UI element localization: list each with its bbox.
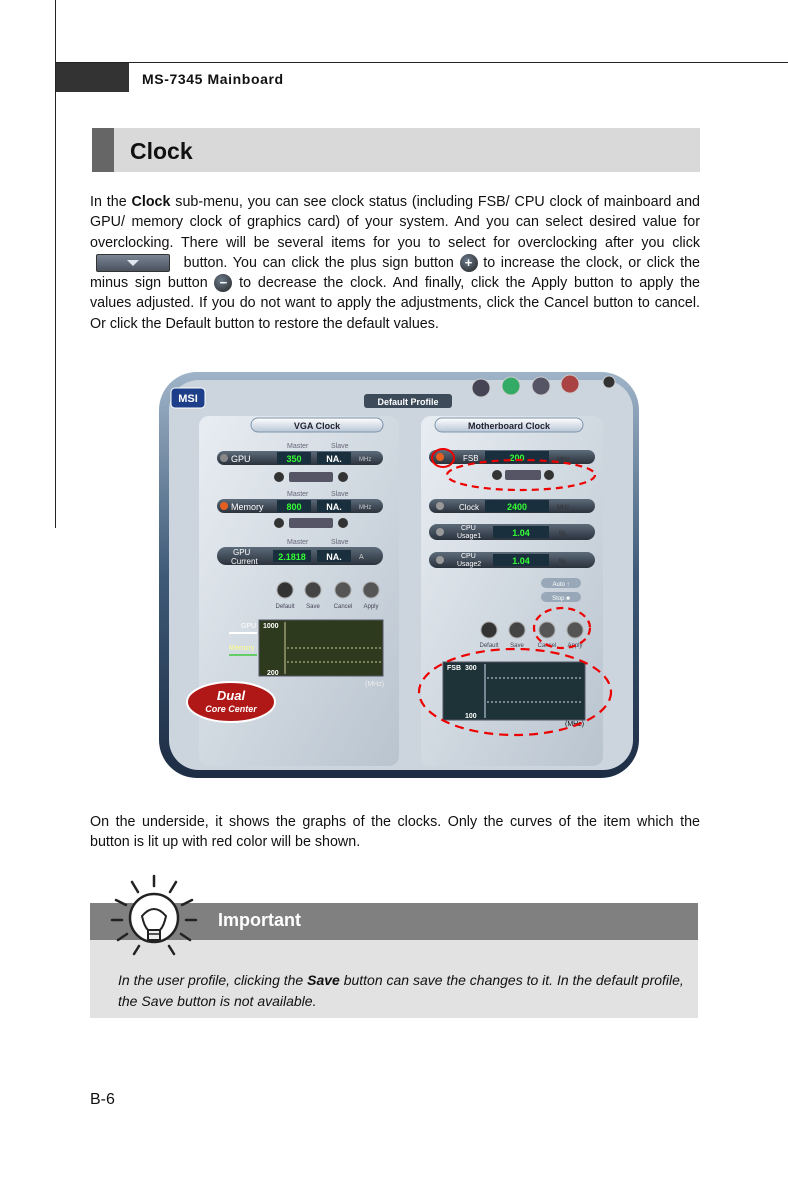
brand-dual: Dual — [216, 688, 246, 703]
lightbulb-icon — [108, 872, 200, 964]
usage2-label-2: Usage2 — [457, 561, 482, 568]
current-slave-value: NA. — [326, 552, 342, 562]
important-title: Important — [218, 910, 301, 930]
globe-icon — [502, 377, 520, 395]
current-label-2: Current — [231, 557, 258, 566]
vga-graph-unit: (MHz) — [365, 681, 385, 688]
current-label-1: GPU — [233, 548, 251, 557]
memory-slave-value: NA. — [326, 502, 342, 512]
graph-paragraph: On the underside, it shows the graphs of the clocks. Only the curves of the item which the button is lit up with red color will be shown. — [90, 814, 700, 851]
mb-default-icon — [481, 622, 497, 638]
fsb-label: FSB — [463, 454, 479, 463]
plus-icon: + — [460, 254, 478, 272]
tool-icon — [472, 379, 490, 397]
slave-label: Slave — [331, 491, 349, 498]
minus-icon: − — [214, 274, 232, 292]
mb-graph-max: 300 — [465, 665, 477, 672]
vga-apply-icon — [363, 582, 379, 598]
mb-graph-min: 100 — [465, 713, 477, 720]
usage1-value: 1.04 — [512, 528, 530, 538]
text-span: to increase the clock, or click the minus sign button — [90, 254, 700, 292]
fire-icon — [561, 375, 579, 393]
mb-apply-label: Apply — [567, 643, 583, 649]
graph-legend-gpu: GPU — [241, 623, 257, 630]
stop-label: Stop ■ — [552, 596, 570, 602]
header-block — [56, 63, 129, 92]
vga-graph-min: 200 — [267, 670, 279, 677]
mb-cancel-icon — [539, 622, 555, 638]
mb-title: Motherboard Clock — [467, 421, 551, 431]
usage2-value: 1.04 — [512, 556, 530, 566]
page-number: B-6 — [90, 1091, 115, 1108]
usage1-label-1: CPU — [461, 525, 476, 532]
text-span: to decrease the clock. And finally, click the Apply button to apply the values adjusted. If you do not want to apply the adjustments, click the Cancel button to cancel. Or click the Default button to restore the default values. — [90, 275, 701, 332]
intro-paragraph — [90, 192, 700, 334]
page-border-horizontal — [55, 62, 788, 63]
section-title: Clock — [130, 138, 193, 164]
fsb-plus-icon — [544, 470, 554, 480]
text-span: sub-menu, you can see clock status (including FSB/ CPU clock of mainboard and GPU/ memory clock of graphics card) of your system. And you can select desired value for overclocking. There will be several items for you to select for overclocking after you click — [90, 194, 700, 251]
graph-legend-memory: Memory — [229, 645, 255, 652]
fsb-minus-icon — [492, 470, 502, 480]
vga-cancel-icon — [335, 582, 351, 598]
current-master-value: 2.1818 — [278, 552, 306, 562]
master-label: Master — [287, 491, 309, 498]
gpu-slave-value: NA. — [326, 454, 342, 464]
auto-label: Auto ↑ — [552, 582, 570, 588]
vga-default-icon — [277, 582, 293, 598]
mb-save-icon — [509, 622, 525, 638]
slave-label: Slave — [331, 539, 349, 546]
vga-cancel-label: Cancel — [333, 604, 353, 610]
mb-save-label: Save — [510, 643, 524, 649]
dropdown-arrow-icon — [96, 254, 170, 272]
vga-default-label: Default — [275, 604, 295, 610]
gpu-plus-icon — [338, 472, 348, 482]
gpu-minus-icon — [274, 472, 284, 482]
gpu-unit: MHz — [359, 457, 372, 463]
slave-label: Slave — [331, 443, 349, 450]
current-unit: A — [359, 554, 364, 561]
fsb-selected-icon — [436, 453, 444, 461]
vga-title: VGA Clock — [293, 421, 341, 431]
memory-label: Memory — [231, 502, 264, 512]
text-span: button. You can click the plus sign button — [178, 254, 460, 271]
usage2-percent: % — [559, 557, 567, 566]
memory-minus-icon — [274, 518, 284, 528]
close-icon — [603, 376, 615, 388]
fsb-value: 200 — [509, 453, 525, 463]
usage2-label-1: CPU — [461, 553, 476, 560]
msi-logo-text: MSI — [178, 393, 198, 405]
text-span: button can save the changes to it. In the default profile, the Save button is not available. — [118, 972, 684, 1009]
clock-word: Clock — [131, 194, 171, 210]
mb-graph-unit: (MHz) — [565, 721, 585, 728]
mb-cancel-label: Cancel — [537, 643, 557, 649]
section-bar-accent — [92, 128, 114, 172]
header-title: MS-7345 Mainboard — [142, 71, 284, 87]
memory-unit: MHz — [359, 505, 372, 511]
master-label: Master — [287, 539, 309, 546]
text-span: In the — [90, 194, 132, 210]
usage1-label-2: Usage1 — [457, 533, 482, 540]
wrench-icon — [532, 377, 550, 395]
text-span: In the user profile, clicking the — [118, 972, 308, 988]
vga-save-label: Save — [306, 604, 320, 610]
clock-value: 2400 — [506, 502, 528, 512]
usage1-percent: % — [559, 529, 567, 538]
mb-default-label: Default — [479, 643, 499, 649]
fsb-unit: MHz — [557, 457, 570, 463]
master-label: Master — [287, 443, 309, 450]
memory-master-value: 800 — [286, 502, 302, 512]
profile-label: Default Profile — [377, 397, 439, 407]
gpu-label: GPU — [231, 454, 251, 464]
gpu-master-value: 350 — [286, 454, 302, 464]
vga-graph-max: 1000 — [263, 623, 279, 630]
dual-core-center-screenshot — [159, 366, 639, 778]
mb-apply-icon — [567, 622, 583, 638]
graph-legend-fsb: FSB — [447, 665, 461, 672]
vga-apply-label: Apply — [363, 604, 379, 610]
clock-label: Clock — [459, 503, 480, 512]
vga-save-icon — [305, 582, 321, 598]
important-text — [118, 970, 688, 1012]
memory-plus-icon — [338, 518, 348, 528]
brand-core-center: Core Center — [205, 704, 257, 714]
clock-unit: MHz — [557, 505, 570, 511]
save-word: Save — [307, 972, 340, 988]
